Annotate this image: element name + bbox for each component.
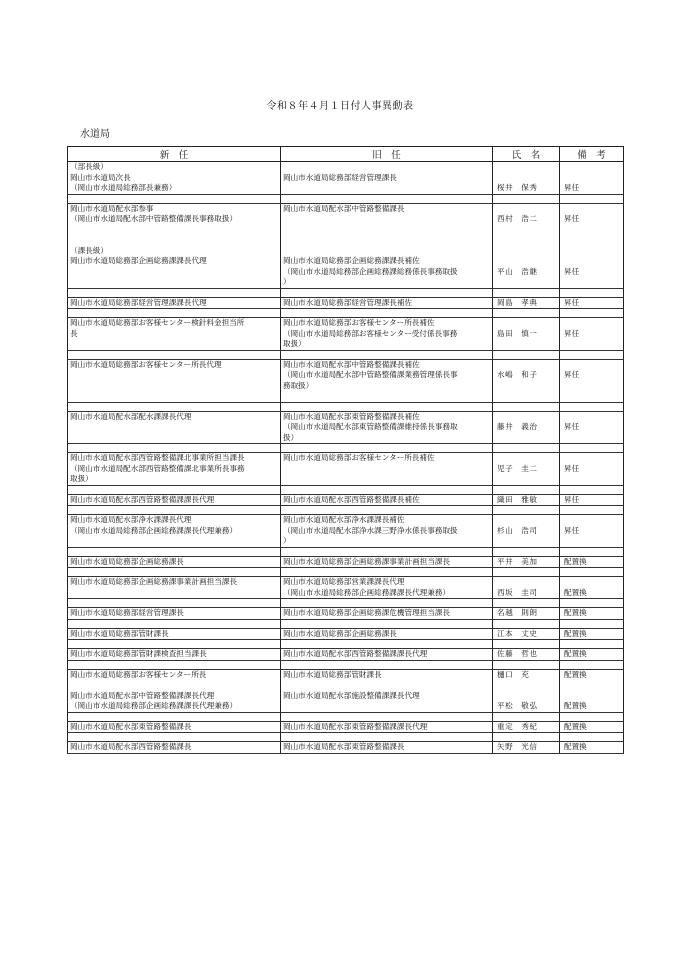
new-position-cell: 長 [68,329,281,340]
name-cell: 西村 浩二 [493,214,560,225]
name-cell [493,411,560,422]
table-row [68,433,624,444]
table-row [68,669,624,680]
name-cell [493,691,560,702]
old-position-cell: 務取扱） [281,381,493,392]
name-cell: 岡島 孝典 [493,297,560,309]
empty-cell [281,506,493,515]
new-position-cell [68,422,281,433]
old-position-cell [281,235,493,246]
note-cell [560,577,624,588]
name-cell: 児子 圭二 [493,464,560,475]
note-cell: 昇任 [560,297,624,309]
note-cell [560,411,624,422]
note-cell: 配置換 [560,669,624,680]
note-cell [560,680,624,691]
new-position-cell [68,225,281,236]
empty-cell [493,660,560,669]
empty-cell [281,733,493,742]
empty-cell [68,733,281,742]
empty-cell [493,485,560,494]
old-position-cell [281,474,493,485]
document-title: 令和８年４月１日付人事異動表 [266,101,414,112]
table-row [68,680,624,691]
name-cell [493,433,560,444]
old-position-cell [281,162,493,173]
new-position-cell: 岡山市水道局配水部参事 [68,203,281,214]
note-cell [560,691,624,702]
empty-cell [68,599,281,608]
note-cell: 配置換 [560,721,624,733]
spacer-row [68,506,624,515]
note-cell: 昇任 [560,422,624,433]
empty-cell [493,288,560,297]
table-row [68,183,624,194]
new-position-cell: 岡山市水道局総務部企画総務課長 [68,556,281,568]
old-position-cell [281,701,493,712]
note-cell [560,246,624,257]
empty-cell [560,640,624,649]
empty-cell [493,599,560,608]
note-cell [560,474,624,485]
empty-cell [560,619,624,628]
empty-cell [68,640,281,649]
old-position-cell: 取扱） [281,339,493,350]
table-row [68,494,624,506]
spacer-row [68,568,624,577]
name-cell [493,453,560,464]
note-cell [560,515,624,526]
table-row [68,577,624,588]
old-position-cell: （岡山市水道局配水部中管路整備課業務管理係長事 [281,370,493,381]
old-position-cell: 岡山市水道局総務部管財課長 [281,669,493,680]
old-position-cell: （岡山市水道局総務部企画総務課課長代理兼務） [281,588,493,599]
note-cell: 配置換 [560,742,624,754]
empty-cell [493,568,560,577]
empty-cell [68,485,281,494]
new-position-cell [68,680,281,691]
table-row [68,628,624,640]
name-cell: 江本 丈史 [493,628,560,640]
department-label: 水道局 [80,129,110,140]
old-position-cell [281,246,493,257]
new-position-cell [68,433,281,444]
empty-cell [281,402,493,411]
empty-cell [68,288,281,297]
note-cell [560,536,624,547]
new-position-cell [68,339,281,350]
empty-cell [281,568,493,577]
table-row [68,608,624,620]
note-cell [560,391,624,402]
table-row [68,411,624,422]
empty-cell [493,712,560,721]
table-row [68,701,624,712]
new-position-cell: 岡山市水道局総務部経営管理課長 [68,608,281,620]
old-position-cell: ） [281,277,493,288]
empty-cell [281,599,493,608]
table-row [68,370,624,381]
note-cell: 昇任 [560,370,624,381]
empty-cell [560,712,624,721]
empty-cell [68,402,281,411]
new-position-cell: 岡山市水道局配水部西管路整備課長 [68,742,281,754]
new-position-cell: 岡山市水道局総務部管財課検査担当課長 [68,649,281,661]
spacer-row [68,712,624,721]
table-row [68,742,624,754]
empty-cell [68,568,281,577]
new-position-cell [68,588,281,599]
new-position-cell: （岡山市水道局総務部企画総務課課長代理兼務） [68,526,281,537]
note-cell [560,162,624,173]
old-position-cell: 岡山市水道局総務部お客様センター所長補佐 [281,318,493,329]
table-row [68,474,624,485]
name-cell [493,391,560,402]
old-position-cell: ） [281,536,493,547]
spacer-row [68,599,624,608]
name-cell [493,515,560,526]
name-cell: 重定 秀紀 [493,721,560,733]
empty-cell [68,619,281,628]
empty-cell [281,619,493,628]
new-position-cell: （部長級） [68,162,281,173]
name-cell: 平井 美加 [493,556,560,568]
empty-cell [281,485,493,494]
spacer-row [68,194,624,203]
new-position-cell: 岡山市水道局総務部企画総務課課長代理 [68,256,281,267]
note-cell: 配置換 [560,588,624,599]
spacer-row [68,402,624,411]
old-position-cell: （岡山市水道局配水部東管路整備課維持係長事務取 [281,422,493,433]
empty-cell [68,660,281,669]
new-position-cell: （岡山市水道局総務部企画総務課課長代理兼務） [68,701,281,712]
new-position-cell: （岡山市水道局配水部中管路整備課長事務取扱） [68,214,281,225]
table-row [68,588,624,599]
table-row [68,267,624,278]
table-row [68,277,624,288]
header-name: 氏 名 [493,147,560,162]
new-position-cell: 岡山市水道局配水部西管路整備課北事業所担当課長 [68,453,281,464]
empty-cell [560,733,624,742]
old-position-cell [281,680,493,691]
empty-cell [281,547,493,556]
old-position-cell: 岡山市水道局総務部営業課課長代理 [281,577,493,588]
spacer-row [68,733,624,742]
spacer-row [68,660,624,669]
name-cell: 織田 雅敏 [493,494,560,506]
empty-cell [560,485,624,494]
table-row [68,339,624,350]
name-cell [493,577,560,588]
old-position-cell: 岡山市水道局総務部経営管理課長補佐 [281,297,493,309]
spacer-row [68,619,624,628]
note-cell [560,225,624,236]
spacer-row [68,350,624,359]
table-row [68,464,624,475]
header-new: 新 任 [68,147,281,162]
new-position-cell: 岡山市水道局配水部中管路整備課課長代理 [68,691,281,702]
new-position-cell: 取扱） [68,474,281,485]
old-position-cell: 岡山市水道局総務部企画総務課危機管理担当課長 [281,608,493,620]
name-cell: 桜井 保秀 [493,183,560,194]
name-cell: 水嶋 和子 [493,370,560,381]
table-row [68,214,624,225]
spacer-row [68,485,624,494]
name-cell: 樋口 充 [493,669,560,680]
note-cell: 配置換 [560,649,624,661]
note-cell [560,203,624,214]
new-position-cell: 岡山市水道局総務部お客様センター所長代理 [68,359,281,370]
header-note: 備 考 [560,147,624,162]
name-cell: 矢野 光信 [493,742,560,754]
name-cell [493,339,560,350]
note-cell [560,339,624,350]
name-cell [493,256,560,267]
name-cell: 佐藤 哲也 [493,649,560,661]
spacer-row [68,444,624,453]
name-cell [493,203,560,214]
table-row [68,453,624,464]
empty-cell [493,444,560,453]
old-position-cell: 扱） [281,433,493,444]
new-position-cell: 岡山市水道局総務部管財課長 [68,628,281,640]
empty-cell [281,640,493,649]
old-position-cell: 岡山市水道局総務部企画総務課事業計画担当課長 [281,556,493,568]
note-cell [560,453,624,464]
note-cell: 昇任 [560,267,624,278]
new-position-cell [68,267,281,278]
spacer-row [68,309,624,318]
empty-cell [560,568,624,577]
old-position-cell: 岡山市水道局配水部浄水課課長補佐 [281,515,493,526]
empty-cell [281,194,493,203]
note-cell: 配置換 [560,556,624,568]
header-row [68,147,624,162]
new-position-cell: 岡山市水道局総務部企画総務課事業計画担当課長 [68,577,281,588]
table-body [68,162,624,754]
new-position-cell: 岡山市水道局総務部経営管理課課長代理 [68,297,281,309]
empty-cell [281,444,493,453]
new-position-cell: （課長級） [68,246,281,257]
empty-cell [560,350,624,359]
new-position-cell [68,370,281,381]
header-old: 旧 任 [281,147,493,162]
empty-cell [68,444,281,453]
empty-cell [493,733,560,742]
name-cell [493,225,560,236]
note-cell [560,359,624,370]
new-position-cell: 岡山市水道局総務部お客様センター所長 [68,669,281,680]
empty-cell [493,640,560,649]
empty-cell [560,444,624,453]
empty-cell [493,309,560,318]
note-cell [560,235,624,246]
empty-cell [68,712,281,721]
empty-cell [281,288,493,297]
empty-cell [68,350,281,359]
empty-cell [560,309,624,318]
new-position-cell [68,235,281,246]
old-position-cell: 岡山市水道局配水部東管路整備課課長代理 [281,721,493,733]
note-cell: 配置換 [560,701,624,712]
empty-cell [493,350,560,359]
old-position-cell [281,225,493,236]
table-row [68,203,624,214]
old-position-cell [281,214,493,225]
empty-cell [560,506,624,515]
note-cell: 昇任 [560,214,624,225]
empty-cell [493,619,560,628]
name-cell: 藤井 義治 [493,422,560,433]
note-cell [560,433,624,444]
empty-cell [68,309,281,318]
table-row [68,225,624,236]
empty-cell [68,506,281,515]
empty-cell [560,402,624,411]
table-row [68,256,624,267]
note-cell: 昇任 [560,329,624,340]
old-position-cell: 岡山市水道局配水部施設整備課課長代理 [281,691,493,702]
old-position-cell: 岡山市水道局配水部西管路整備課長補佐 [281,494,493,506]
table-row [68,422,624,433]
empty-cell [68,194,281,203]
table-row [68,359,624,370]
old-position-cell: 岡山市水道局配水部中管路整備課長補佐 [281,359,493,370]
name-cell [493,680,560,691]
empty-cell [560,288,624,297]
name-cell: 杉山 浩司 [493,526,560,537]
name-cell: 平松 敬弘 [493,701,560,712]
name-cell: 西坂 圭司 [493,588,560,599]
table-row [68,246,624,257]
empty-cell [560,599,624,608]
table-row [68,329,624,340]
old-position-cell [281,391,493,402]
table-row [68,536,624,547]
name-cell [493,173,560,184]
new-position-cell: 岡山市水道局配水部浄水課課長代理 [68,515,281,526]
old-position-cell: 岡山市水道局配水部西管路整備課課長代理 [281,649,493,661]
new-position-cell: 岡山市水道局次長 [68,173,281,184]
note-cell [560,173,624,184]
name-cell [493,359,560,370]
table-row [68,391,624,402]
empty-cell [560,547,624,556]
name-cell [493,235,560,246]
new-position-cell [68,391,281,402]
name-cell: 平山 浩継 [493,267,560,278]
name-cell [493,246,560,257]
old-position-cell: 岡山市水道局総務部経営管理課長 [281,173,493,184]
old-position-cell: （岡山市水道局総務部企画総務課総務係長事務取扱 [281,267,493,278]
table-row [68,297,624,309]
table-row [68,162,624,173]
empty-cell [493,506,560,515]
name-cell: 名越 則朗 [493,608,560,620]
old-position-cell [281,183,493,194]
new-position-cell [68,536,281,547]
old-position-cell: 岡山市水道局配水部中管路整備課長 [281,203,493,214]
name-cell: 島田 慎一 [493,329,560,340]
new-position-cell: 岡山市水道局総務部お客様センター検針料金担当所 [68,318,281,329]
note-cell: 昇任 [560,526,624,537]
name-cell [493,536,560,547]
table-row [68,691,624,702]
table-row [68,381,624,392]
new-position-cell [68,381,281,392]
old-position-cell: 岡山市水道局配水部東管路整備課長 [281,742,493,754]
empty-cell [281,350,493,359]
empty-cell [281,712,493,721]
table-row [68,556,624,568]
name-cell [493,277,560,288]
name-cell [493,474,560,485]
spacer-row [68,288,624,297]
empty-cell [281,309,493,318]
spacer-row [68,547,624,556]
note-cell: 昇任 [560,183,624,194]
table-row [68,235,624,246]
note-cell [560,318,624,329]
table-row [68,649,624,661]
table-row [68,526,624,537]
new-position-cell [68,277,281,288]
personnel-table [67,146,624,754]
empty-cell [493,402,560,411]
note-cell: 昇任 [560,494,624,506]
old-position-cell: 岡山市水道局総務部企画総務課長 [281,628,493,640]
empty-cell [493,194,560,203]
empty-cell [68,547,281,556]
old-position-cell: 岡山市水道局総務部お客様センター所長補佐 [281,453,493,464]
empty-cell [560,660,624,669]
old-position-cell: 岡山市水道局総務部企画総務課課長補佐 [281,256,493,267]
note-cell: 配置換 [560,608,624,620]
table-row [68,318,624,329]
spacer-row [68,640,624,649]
name-cell [493,318,560,329]
old-position-cell: （岡山市水道局総務部お客様センター受付係長事務 [281,329,493,340]
new-position-cell: 岡山市水道局配水部西管路整備課課長代理 [68,494,281,506]
new-position-cell: 岡山市水道局配水部東管路整備課長 [68,721,281,733]
new-position-cell: （岡山市水道局総務部長兼務） [68,183,281,194]
empty-cell [560,194,624,203]
note-cell [560,277,624,288]
note-cell [560,381,624,392]
note-cell [560,256,624,267]
empty-cell [281,660,493,669]
table-row [68,721,624,733]
note-cell: 昇任 [560,464,624,475]
name-cell [493,162,560,173]
table-row [68,515,624,526]
empty-cell [493,547,560,556]
table-row [68,173,624,184]
old-position-cell: 岡山市水道局配水部東管路整備課長補佐 [281,411,493,422]
new-position-cell: （岡山市水道局配水部西管路整備課北事業所長事務 [68,464,281,475]
new-position-cell: 岡山市水道局配水部配水課課長代理 [68,411,281,422]
note-cell: 配置換 [560,628,624,640]
name-cell [493,381,560,392]
old-position-cell [281,464,493,475]
old-position-cell: （岡山市水道局配水部浄水課三野浄水係長事務取扱 [281,526,493,537]
